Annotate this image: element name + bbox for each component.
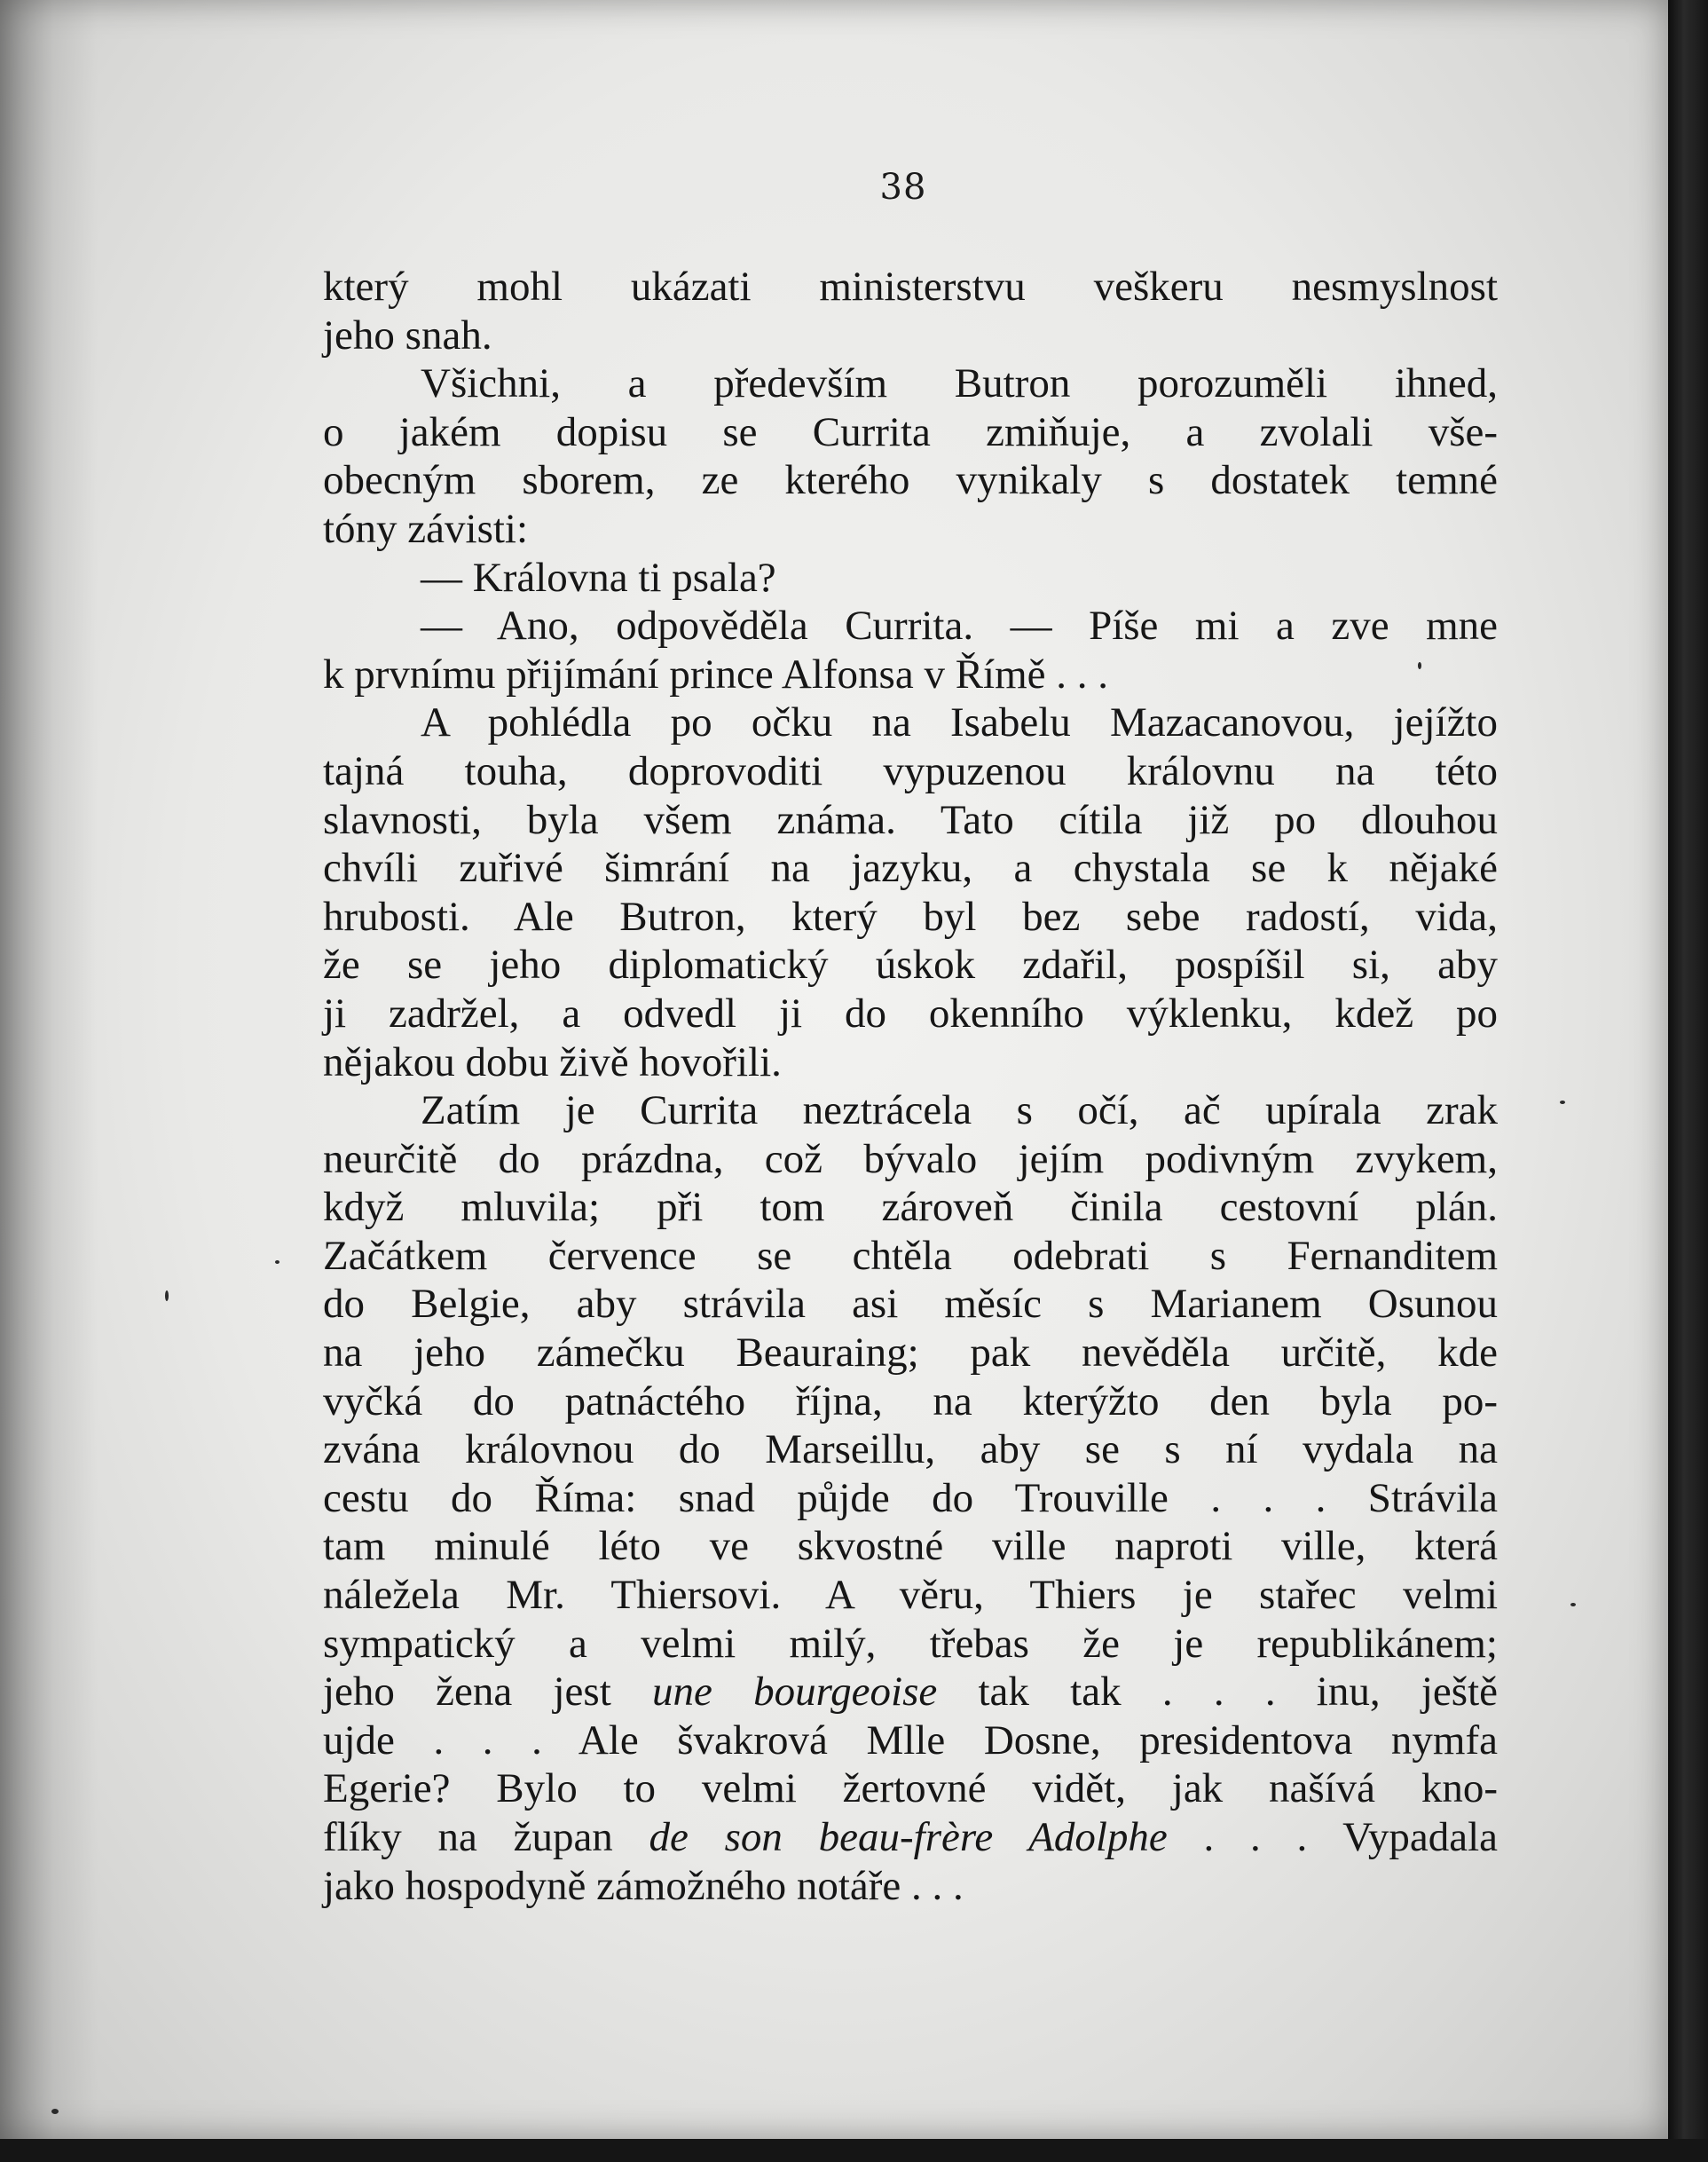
text-line	[323, 1038, 1498, 1087]
text-run: že se jeho diplomatický úskok zdařil, pospíšil si, aby	[323, 942, 1498, 989]
text-run: sympatický a velmi milý, třebas že je republikánem;	[323, 1620, 1498, 1667]
text-line	[323, 698, 1498, 747]
text-line	[323, 844, 1498, 893]
text-run: na jeho zámečku Beauraing; pak nevěděla určitě, kde	[323, 1330, 1498, 1377]
text-run: tak tak . . . inu, ještě	[937, 1669, 1498, 1716]
text-run: ujde . . . Ale švakrová Mlle Dosne, presidentova nymfa	[323, 1716, 1498, 1764]
text-line	[323, 796, 1498, 845]
scan-speck	[1418, 662, 1421, 669]
scan-speck	[1570, 1603, 1576, 1606]
page-right-edge	[1668, 0, 1708, 2162]
text-line	[323, 408, 1498, 457]
scan-speck	[275, 1260, 279, 1264]
text-line	[323, 1329, 1498, 1377]
text-line	[323, 1571, 1498, 1620]
text-run: neurčitě do prázdna, což bývalo jejím podivným zvykem,	[323, 1135, 1498, 1182]
text-line	[323, 1086, 1498, 1135]
text-line	[323, 990, 1498, 1038]
text-run: — Královna ti psala?	[421, 554, 776, 601]
text-line	[323, 941, 1498, 990]
text-line	[323, 1425, 1498, 1474]
text-line	[323, 1232, 1498, 1281]
text-line	[323, 651, 1498, 699]
text-run: cestu do Říma: snad půjde do Trouville . . . Strávila	[323, 1474, 1498, 1521]
text-run: když mluvila; při tom zároveň činila cestovní plán.	[323, 1184, 1498, 1231]
text-run: vyčká do patnáctého října, na kterýžto den byla po-	[323, 1377, 1498, 1424]
text-run: ji zadržel, a odvedl ji do okenního výklenku, kdež po	[323, 990, 1498, 1037]
text-line	[323, 1764, 1498, 1813]
text-run: jeho snah.	[323, 312, 492, 359]
text-line	[323, 312, 1498, 360]
text-run: flíky na župan	[323, 1814, 649, 1860]
text-line	[323, 1280, 1498, 1329]
text-line	[323, 1716, 1498, 1765]
text-run: tajná touha, doprovoditi vypuzenou královnu na této	[323, 747, 1498, 794]
text-run: Zatím je Currita neztrácela s očí, ač upírala zrak	[421, 1087, 1498, 1134]
text-run: náležela Mr. Thiersovi. A věru, Thiers je stařec velmi	[323, 1572, 1498, 1619]
italic-phrase: une bourgeoise	[652, 1669, 938, 1716]
text-run: obecným sborem, ze kterého vynikaly s dostatek temné	[323, 457, 1498, 504]
scan-speck	[51, 2109, 59, 2114]
text-line	[323, 1377, 1498, 1426]
text-line	[323, 602, 1498, 651]
text-run: do Belgie, aby strávila asi měsíc s Marianem Osunou	[323, 1281, 1498, 1328]
text-line	[323, 1620, 1498, 1669]
text-run: Egerie? Bylo to velmi žertovné vidět, jak našívá kno-	[323, 1765, 1498, 1812]
text-line	[323, 554, 1498, 603]
scan-speck	[165, 1290, 169, 1301]
text-run: A pohlédla po očku na Isabelu Mazacanovou, jejížto	[421, 699, 1498, 746]
text-run: slavnosti, byla všem známa. Tato cítila již po dlouhou	[323, 796, 1498, 843]
text-run: jeho žena jest	[323, 1669, 653, 1716]
italic-phrase: de son beau-frère Adolphe	[649, 1814, 1168, 1860]
text-run: o jakém dopisu se Currita zmiňuje, a zvolali vše-	[323, 408, 1498, 455]
text-run: jako hospodyně zámožného notáře . . .	[323, 1862, 964, 1909]
text-line	[323, 747, 1498, 796]
text-line	[323, 1183, 1498, 1232]
text-run: tam minulé léto ve skvostné ville naproti ville, která	[323, 1523, 1498, 1570]
text-run: zvána královnou do Marseillu, aby se s ní vydala na	[323, 1426, 1498, 1473]
text-line	[323, 1813, 1498, 1862]
text-line	[323, 1474, 1498, 1523]
text-line	[323, 263, 1498, 312]
text-line	[323, 1522, 1498, 1571]
page-number: 38	[879, 167, 927, 208]
page-bottom-edge	[0, 2139, 1708, 2162]
text-run: který mohl ukázati ministerstvu veškeru nesmyslnost	[323, 264, 1498, 310]
text-run: hrubosti. Ale Butron, který byl bez sebe radostí, vida,	[323, 893, 1498, 940]
text-run: nějakou dobu živě hovořili.	[323, 1038, 782, 1085]
text-run: tóny závisti:	[323, 505, 529, 552]
text-run: Začátkem července se chtěla odebrati s Fernanditem	[323, 1232, 1498, 1279]
text-line	[323, 456, 1498, 505]
text-run: . . . Vypadala	[1167, 1814, 1498, 1860]
text-line	[323, 1862, 1498, 1911]
body-text	[323, 263, 1498, 1910]
text-line	[323, 505, 1498, 554]
text-line	[323, 1668, 1498, 1716]
text-line	[323, 1135, 1498, 1184]
text-run: k prvnímu přijímání prince Alfonsa v Římě . . .	[323, 651, 1109, 698]
spine-shadow	[0, 0, 98, 2139]
text-line	[323, 893, 1498, 942]
text-run: chvíli zuřivé šimrání na jazyku, a chystala se k nějaké	[323, 845, 1498, 892]
text-run: Všichni, a především Butron porozuměli ihned,	[421, 360, 1498, 407]
text-run: — Ano, odpověděla Currita. — Píše mi a zve mne	[421, 603, 1498, 650]
scan-speck	[1560, 1101, 1565, 1104]
text-line	[323, 359, 1498, 408]
